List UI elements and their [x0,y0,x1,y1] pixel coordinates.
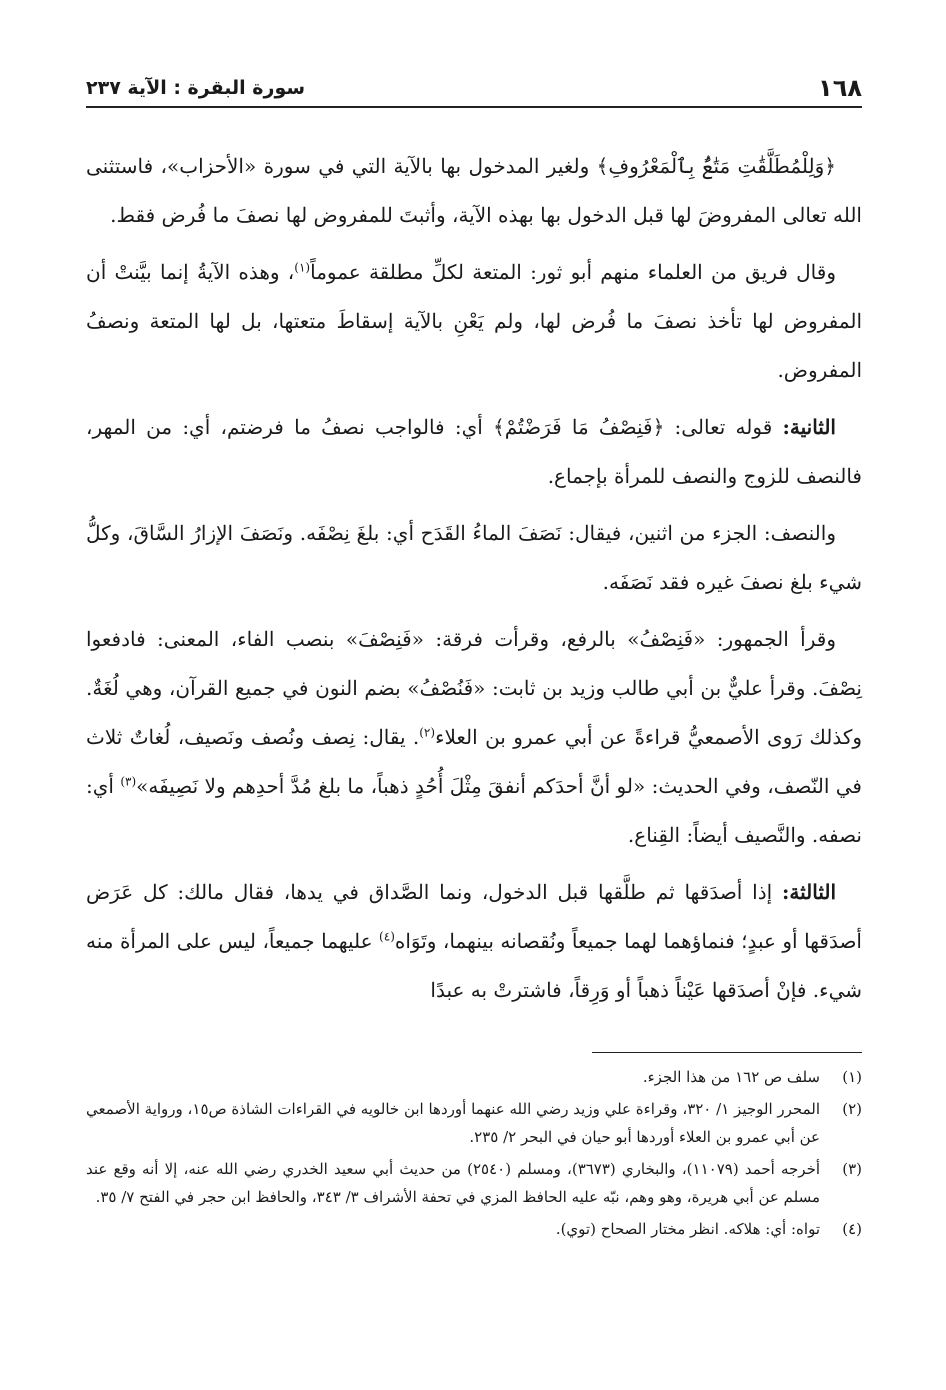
paragraph-lead: الثانية: [782,415,836,439]
footnote-divider [592,1052,862,1053]
footnote [86,1063,862,1091]
footnote-ref[interactable]: (١) [294,260,311,275]
paragraph-text: إذا أصدَقها ثم طلَّقها قبل الدخول، ونما الصَّداق في يدها، فقال مالك: كل عَرَض أصدَقها أو عبدٍ؛ فنماؤهما لهما جميعاً ونُقصانه بينهما، وتَوَاه [86,880,862,953]
running-title: سورة البقرة : الآية ٢٣٧ [86,77,306,99]
footnote-text: أخرجه أحمد (١١٠٧٩)، والبخاري (٣٦٧٣)، ومسلم (٢٥٤٠) من حديث أبي سعيد الخدري رضي الله عنه، إلا أنه وقع عند مسلم عن أبي هريرة، وهو وهم، نبّه عليه الحافظ المزي في تحفة الأشراف ٣/ ٣٤٣، والحافظ ابن حجر في الفتح ٧/ ٣٥. [86,1160,821,1206]
paragraph-text: . يقال: نِصف ونُصف ونَصيف، لُغاتٌ ثلاث في النّصف، وفي الحديث: «لو أنَّ أحدَكم أنفقَ مِثْلَ أُحُدٍ ذهباً، ما بلغ مُدَّ أحدِهم ولا نَصِيفَه» [86,725,862,798]
footnote-number: (٣) [842,1160,862,1178]
footnote-text: المحرر الوجيز ١/ ٣٢٠، وقراءة علي وزيد رضي الله عنهما أوردها ابن خالويه في القراءات الشاذة ص١٥، ورواية الأصمعي عن أبي عمرو بن العلاء أوردها أبو حيان في البحر ٢/ ٢٣٥. [86,1100,820,1146]
paragraph [86,509,862,607]
paragraph [86,248,862,395]
footnote-text: سلف ص ١٦٢ من هذا الجزء. [642,1068,820,1086]
paragraph-lead: الثالثة: [782,880,837,904]
footnote-ref[interactable]: (٣) [120,774,137,789]
paragraph-text: وقال فريق من العلماء منهم أبو ثور: المتعة لكلِّ مطلقة عموماً [310,260,836,284]
paragraph-text: أي: نصفه. والنَّصيف أيضاً: القِناع. [86,774,862,847]
main-text [86,142,862,1023]
paragraph [86,868,862,1015]
footnote-ref[interactable]: (٢) [419,725,436,740]
footnote [86,1095,862,1151]
footnote-number: (٢) [842,1100,862,1118]
page-number: ١٦٨ [818,74,862,102]
footnote-ref[interactable]: (٤) [379,929,395,944]
footnote-number: (٤) [842,1220,862,1238]
paragraph [86,403,862,501]
footnotes-section [86,1052,862,1247]
paragraph-text: وقرأ الجمهور: «فَنِصْفُ» بالرفع، وقرأت فرقة: «فَنِصْفَ» بنصب الفاء، المعنى: فادفعوا نِصْفَ. وقرأ عليٌّ بن أبي طالب وزيد بن ثابت: «فَنُصْفُ» بضم النون في جميع القرآن، وهي لُغَةٌ. وكذلك رَوى الأصمعيُّ قراءةً عن أبي عمرو بن العلاء [86,627,863,749]
paragraph [86,615,862,860]
footnote-number: (١) [842,1068,862,1086]
paragraph-text: قوله تعالى: ﴿فَنِصْفُ مَا فَرَضْتُمْ﴾ أي: فالواجب نصفُ ما فرضتم، أي: من المهر، فالنصف للزوج والنصف للمرأة بإجماع. [86,415,862,488]
paragraph-text: عليهما جميعاً، ليس على المرأة منه شيء. فإنْ أصدَقها عَيْناً ذهباً أو وَرِقاً، فاشترتْ به عبدًا [86,929,862,1002]
footnote-text: تواه: أي: هلاكه. انظر مختار الصحاح (توي). [555,1220,820,1238]
page-header [86,70,862,108]
footnote [86,1155,862,1211]
paragraph [86,142,862,240]
footnote [86,1215,862,1243]
paragraph-text: ، وهذه الآيةُ إنما بيَّنتْ أن المفروض لها تأخذ نصفَ ما فُرض لها، ولم يَعْنِ بالآية إسقاطَ متعتها، بل لها المتعة ونصفُ المفروض. [86,260,862,382]
paragraph-text: ﴿وَلِلْمُطَلَّقَٰتِ مَتَٰعٌۢ بِٱلْمَعْرُوفِ﴾ ولغير المدخول بها بالآية التي في سورة «الأحزاب»، فاستثنى الله تعالى المفروضَ لها قبل الدخول بها بهذه الآية، وأثبتَ للمفروض لها نصفَ ما فُرض فقط. [86,154,862,227]
paragraph-text: والنصف: الجزء من اثنين، فيقال: نَصَفَ الماءُ القَدَح أي: بلغَ نِصْفَه. ونَصَفَ الإزارُ السَّاقَ، وكلُّ شيء بلغ نصفَ غيره فقد نَصَفَه. [86,521,862,594]
